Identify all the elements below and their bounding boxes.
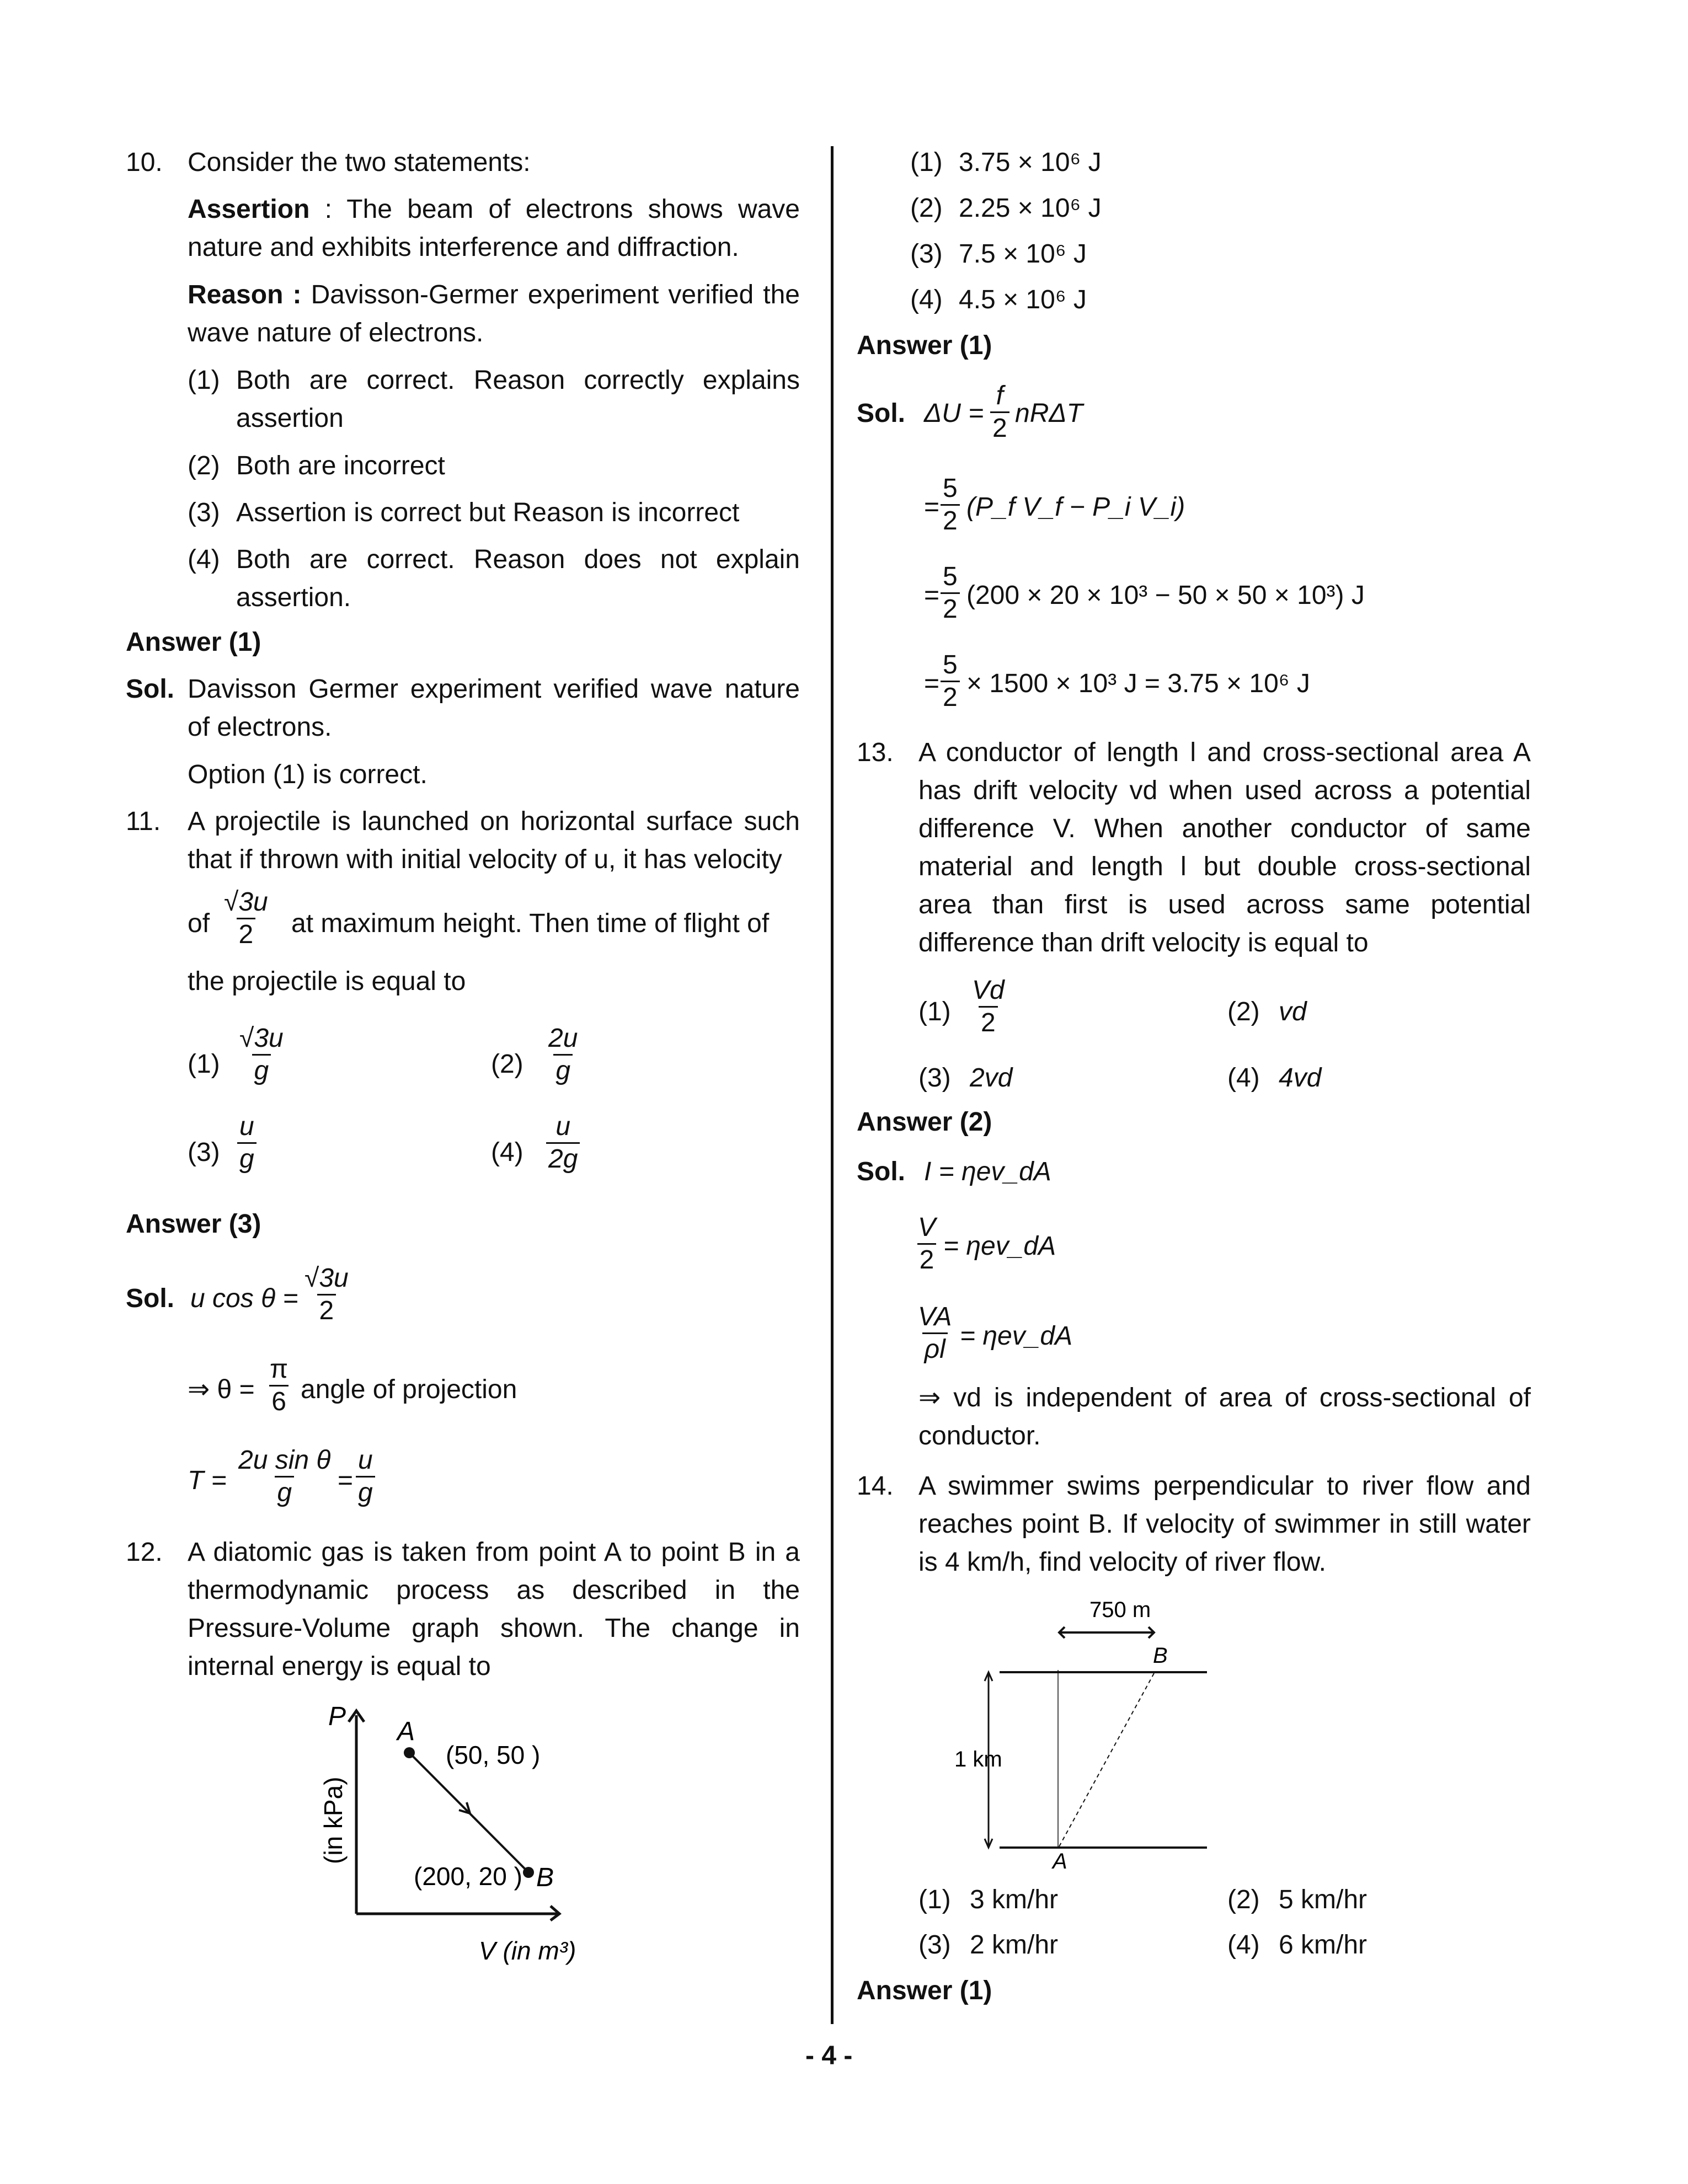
q11-sol-eq3-equals: = — [338, 1466, 354, 1495]
q11-stem-after: at maximum height. Then time of flight of — [291, 909, 770, 938]
point-b-label: B — [1153, 1644, 1168, 1668]
fraction-denominator: 2 — [979, 1006, 998, 1039]
q12-option-4-label: (4) — [910, 285, 943, 314]
q12-option-2-label: (2) — [910, 194, 943, 223]
q11-sol-eq3-fraction-1 — [236, 1445, 333, 1508]
point-a-label: A — [397, 1717, 415, 1746]
q14-option-3[interactable]: 2 km/hr — [970, 1930, 1059, 1960]
equals-sign: = — [924, 581, 940, 610]
q11-sol-label: Sol. — [126, 1284, 175, 1313]
point-b-coords: (200, 20 ) — [414, 1862, 522, 1891]
q13-option-3[interactable]: 2vd — [970, 1063, 1013, 1093]
q12-sol-eq2-fraction — [941, 473, 960, 537]
fraction-numerator: 5 — [943, 650, 958, 679]
q14-option-2[interactable]: 5 km/hr — [1279, 1885, 1368, 1914]
q11-sol-eq3-lhs: T = — [188, 1466, 227, 1495]
point-b-label: B — [536, 1863, 554, 1892]
q13-option-1-label: (1) — [918, 997, 951, 1026]
q13-option-2-label: (2) — [1227, 997, 1260, 1026]
q11-option-4-label: (4) — [491, 1138, 524, 1167]
fraction-denominator: 2 — [317, 1294, 336, 1326]
q10-number: 10. — [126, 148, 163, 177]
point-a-label: A — [1053, 1849, 1067, 1873]
point-a-coords: (50, 50 ) — [446, 1741, 541, 1769]
q10-option-3-label: (3) — [188, 498, 220, 527]
equals-sign: = — [924, 493, 940, 522]
q12-number: 12. — [126, 1538, 163, 1567]
q14-number: 14. — [857, 1471, 894, 1501]
fraction-numerator: f — [996, 381, 1004, 410]
fraction-denominator: 2 — [917, 1243, 937, 1276]
q12-sol-eq2-rhs: (P_f V_f − P_i V_i) — [966, 493, 1185, 522]
q12-sol-label: Sol. — [857, 399, 906, 428]
q11-option-2-label: (2) — [491, 1050, 524, 1079]
q12-option-2[interactable]: 2.25 × 10⁶ J — [959, 194, 1102, 223]
q11-answer: Answer (3) — [126, 1209, 261, 1239]
q13-answer: Answer (2) — [857, 1107, 992, 1137]
q11-option-3[interactable] — [237, 1111, 257, 1175]
q10-stem: Consider the two statements: — [188, 148, 531, 177]
fraction-denominator: 2 — [941, 504, 960, 537]
fraction-numerator: √3u — [239, 1024, 284, 1053]
q10-sol-label: Sol. — [126, 675, 175, 704]
q10-option-4-label: (4) — [188, 545, 220, 574]
q14-option-4[interactable]: 6 km/hr — [1279, 1930, 1368, 1960]
fraction-denominator: 2 — [237, 918, 256, 950]
q11-sol-eq1-lhs: u cos θ = — [190, 1284, 298, 1313]
q12-answer: Answer (1) — [857, 331, 992, 360]
q12-sol-eq1-lhs: ΔU = — [924, 399, 984, 428]
q11-option-4[interactable] — [546, 1111, 580, 1175]
q13-stem: A conductor of length l and cross-sectional area A has drift velocity vd when used across a potential difference V. When another conductor of same material and length l but double cross-sectional area than first is used across same potential difference than drift velocity is equal to — [918, 738, 1531, 957]
q11-sol-eq2-fraction — [268, 1354, 290, 1417]
q11-stem-of: of — [188, 909, 210, 938]
q12-option-4[interactable]: 4.5 × 10⁶ J — [959, 285, 1087, 314]
q14-option-2-label: (2) — [1227, 1885, 1260, 1914]
fraction-numerator: 5 — [943, 562, 958, 591]
fraction-numerator: √3u — [305, 1264, 349, 1293]
q13-option-4[interactable]: 4vd — [1279, 1063, 1322, 1093]
fraction-denominator: 6 — [269, 1385, 289, 1417]
q14-option-3-label: (3) — [918, 1930, 951, 1960]
q14-option-4-label: (4) — [1227, 1930, 1260, 1960]
q11-sol-eq2-text: angle of projection — [301, 1375, 517, 1404]
width-label: 750 m — [1089, 1598, 1151, 1622]
reason-text: Davisson-Germer experiment verified the wave nature of electrons. — [188, 280, 800, 347]
q13-sol-eq3-fraction — [916, 1302, 954, 1365]
q13-option-4-label: (4) — [1227, 1063, 1260, 1093]
assertion-label: Assertion — [188, 195, 310, 224]
y-axis-symbol: P — [328, 1702, 346, 1731]
q13-sol-label: Sol. — [857, 1157, 906, 1186]
q13-sol-eq3-rhs: = ηev_dA — [960, 1321, 1073, 1351]
column-divider — [831, 146, 834, 2024]
fraction-denominator: g — [252, 1054, 271, 1086]
fraction-numerator: u — [555, 1112, 571, 1141]
river-diagram — [938, 1588, 1462, 1875]
fraction-numerator: 2u — [548, 1024, 578, 1053]
q11-number: 11. — [126, 807, 161, 836]
q14-answer: Answer (1) — [857, 1976, 992, 2005]
point-b — [523, 1867, 534, 1878]
fraction-numerator: 2u sin θ — [238, 1446, 331, 1475]
q10-reason — [188, 276, 800, 352]
q14-option-1-label: (1) — [918, 1885, 951, 1914]
q10-option-2-label: (2) — [188, 451, 220, 480]
fraction-denominator: 2 — [990, 411, 1009, 444]
fraction-denominator: ρl — [922, 1332, 948, 1365]
fraction-numerator: VA — [918, 1302, 952, 1331]
x-axis-label: V (in m³) — [479, 1936, 576, 1965]
q11-stem-last: the projectile is equal to — [188, 967, 466, 996]
pv-graph — [303, 1682, 634, 2013]
q10-assertion — [188, 190, 800, 266]
q13-option-3-label: (3) — [918, 1063, 951, 1093]
q12-sol-eq1-fraction — [990, 381, 1009, 444]
q12-sol-eq1-rhs: nRΔT — [1015, 399, 1083, 428]
point-a — [404, 1747, 415, 1758]
q10-option-2[interactable]: Both are incorrect — [236, 451, 445, 480]
fraction-numerator: u — [358, 1446, 373, 1475]
reason-label: Reason : — [188, 280, 302, 309]
q13-sol-eq2-rhs: = ηev_dA — [943, 1232, 1056, 1261]
fraction-denominator: 2g — [546, 1142, 580, 1175]
fraction-numerator: √3u — [224, 887, 268, 917]
q11-option-3-label: (3) — [188, 1138, 220, 1167]
page-number: - 4 - — [805, 2041, 853, 2070]
q10-option-4[interactable]: Both are correct. Reason does not explain assertion. — [236, 545, 800, 612]
q12-sol-eq3-fraction — [941, 561, 960, 625]
q11-stem-fraction — [222, 887, 270, 950]
q13-sol-conclusion: ⇒ vd is independent of area of cross-sectional of conductor. — [918, 1383, 1531, 1450]
q12-option-3-label: (3) — [910, 239, 943, 269]
fraction-numerator: u — [239, 1112, 254, 1141]
fraction-numerator: Vd — [972, 976, 1005, 1005]
q13-number: 13. — [857, 738, 894, 767]
actual-path — [1059, 1673, 1154, 1846]
q14-option-1[interactable]: 3 km/hr — [970, 1885, 1059, 1914]
fraction-numerator: 5 — [943, 474, 958, 503]
fraction-numerator: π — [270, 1355, 289, 1384]
q11-option-1-label: (1) — [188, 1050, 220, 1079]
q12-sol-eq4-rhs: × 1500 × 10³ J = 3.75 × 10⁶ J — [966, 669, 1310, 698]
fraction-numerator: V — [918, 1213, 936, 1242]
q10-option-1-label: (1) — [188, 366, 220, 395]
fraction-denominator: g — [275, 1476, 294, 1508]
q10-answer: Answer (1) — [126, 628, 261, 657]
fraction-denominator: 2 — [941, 681, 960, 713]
q12-sol-eq4-fraction — [941, 650, 960, 713]
q11-sol-eq1-fraction — [302, 1263, 351, 1326]
q13-sol-eq2-fraction — [916, 1212, 938, 1276]
q11-option-1[interactable] — [237, 1023, 286, 1086]
q12-stem: A diatomic gas is taken from point A to point B in a thermodynamic process as described in the Pressure-Volume graph shown. The change in internal energy is equal to — [188, 1538, 800, 1681]
height-label: 1 km — [954, 1747, 1002, 1771]
y-axis-unit: (in kPa) — [319, 1776, 348, 1864]
fraction-denominator: g — [553, 1054, 573, 1086]
q14-stem: A swimmer swims perpendicular to river flow and reaches point B. If velocity of swimmer in still water is 4 km/h, find velocity of river flow. — [918, 1471, 1531, 1577]
q11-sol-eq3-fraction-2 — [356, 1445, 375, 1508]
fraction-denominator: g — [237, 1142, 257, 1175]
q12-option-3[interactable]: 7.5 × 10⁶ J — [959, 239, 1087, 269]
fraction-denominator: g — [356, 1476, 375, 1508]
q12-option-1-label: (1) — [910, 148, 943, 177]
q10-sol-line-1: Davisson Germer experiment verified wave nature of electrons. — [188, 675, 800, 742]
q10-option-3[interactable]: Assertion is correct but Reason is incorrect — [236, 498, 740, 527]
q11-option-2[interactable] — [546, 1023, 580, 1086]
q12-option-1[interactable]: 3.75 × 10⁶ J — [959, 148, 1102, 177]
q13-sol-eq1: I = ηev_dA — [924, 1157, 1051, 1186]
q13-option-2[interactable]: vd — [1279, 997, 1307, 1026]
equals-sign: = — [924, 669, 940, 698]
q12-sol-eq3-rhs: (200 × 20 × 10³ − 50 × 50 × 10³) J — [966, 581, 1365, 610]
fraction-denominator: 2 — [941, 592, 960, 625]
q10-option-1[interactable]: Both are correct. Reason correctly explains assertion — [236, 366, 800, 433]
assertion-text: : The beam of electrons shows wave nature and exhibits interference and diffraction. — [188, 195, 800, 262]
q11-stem-line1: A projectile is launched on horizontal surface such that if thrown with initial velocity of u, it has velocity — [188, 807, 800, 874]
q11-sol-eq2-lhs: ⇒ θ = — [188, 1375, 255, 1404]
q13-option-1[interactable] — [970, 975, 1007, 1039]
q10-sol-line-2: Option (1) is correct. — [188, 760, 428, 789]
